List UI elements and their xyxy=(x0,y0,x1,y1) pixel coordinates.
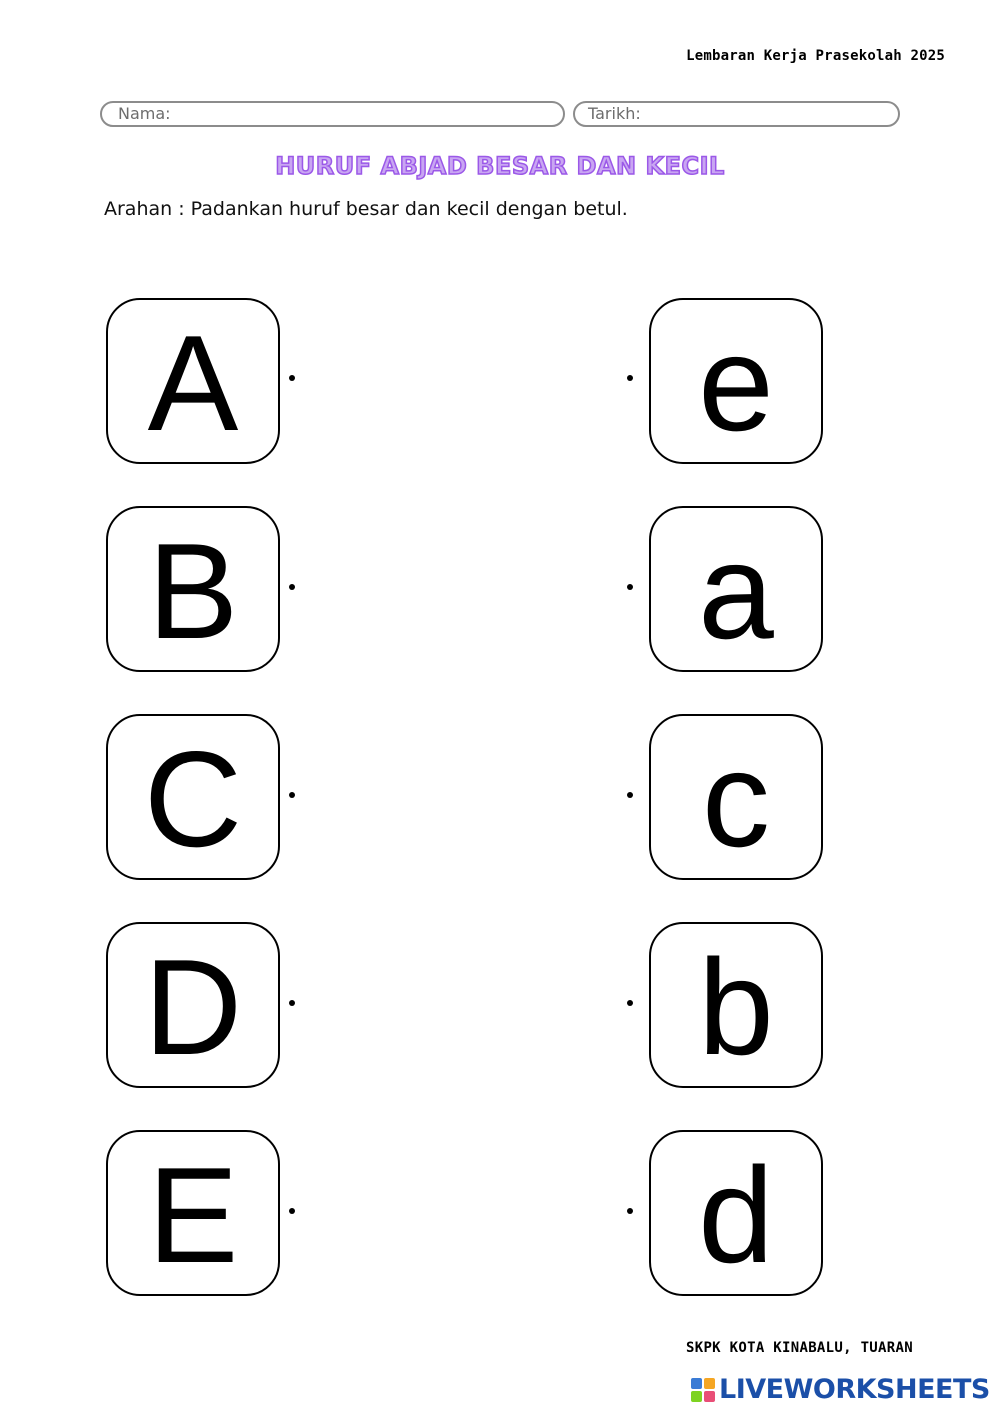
uppercase-card xyxy=(106,922,280,1088)
lowercase-card xyxy=(649,922,823,1088)
lowercase-card xyxy=(649,714,823,880)
worksheet-title: HURUF ABJAD BESAR DAN KECIL xyxy=(275,152,725,180)
lowercase-card xyxy=(649,1130,823,1296)
lowercase-letter: a xyxy=(698,515,774,667)
lowercase-letter: e xyxy=(698,307,774,459)
instruction-text: Arahan : Padankan huruf besar dan kecil dengan betul. xyxy=(104,198,628,220)
uppercase-letter: C xyxy=(143,723,243,875)
school-name: SKPK KOTA KINABALU, TUARAN xyxy=(686,1340,913,1356)
connector-dot[interactable] xyxy=(289,375,295,381)
date-field[interactable]: Tarikh: xyxy=(573,101,900,127)
worksheet-label: Lembaran Kerja Prasekolah 2025 xyxy=(686,48,945,64)
uppercase-card xyxy=(106,714,280,880)
uppercase-letter: E xyxy=(147,1139,239,1291)
lowercase-card xyxy=(649,298,823,464)
connector-dot[interactable] xyxy=(627,1208,633,1214)
liveworksheets-logo xyxy=(691,1374,990,1405)
uppercase-letter: A xyxy=(147,307,239,459)
connector-dot[interactable] xyxy=(289,1208,295,1214)
logo-tile xyxy=(691,1391,702,1402)
connector-dot[interactable] xyxy=(627,1000,633,1006)
logo-tile xyxy=(704,1378,715,1389)
uppercase-card xyxy=(106,506,280,672)
logo-tile xyxy=(691,1378,702,1389)
connector-dot[interactable] xyxy=(289,792,295,798)
logo-text: LIVEWORKSHEETS xyxy=(719,1374,990,1405)
connector-dot[interactable] xyxy=(289,584,295,590)
logo-tile xyxy=(704,1391,715,1402)
lowercase-letter: d xyxy=(698,1139,774,1291)
uppercase-letter: D xyxy=(143,931,243,1083)
logo-grid-icon xyxy=(691,1378,715,1402)
connector-dot[interactable] xyxy=(627,792,633,798)
uppercase-card xyxy=(106,1130,280,1296)
uppercase-letter: B xyxy=(147,515,239,667)
name-field[interactable]: Nama: xyxy=(100,101,565,127)
lowercase-card xyxy=(649,506,823,672)
connector-dot[interactable] xyxy=(627,584,633,590)
lowercase-letter: b xyxy=(698,931,774,1083)
connector-dot[interactable] xyxy=(627,375,633,381)
uppercase-card xyxy=(106,298,280,464)
connector-dot[interactable] xyxy=(289,1000,295,1006)
lowercase-letter: c xyxy=(702,723,770,875)
